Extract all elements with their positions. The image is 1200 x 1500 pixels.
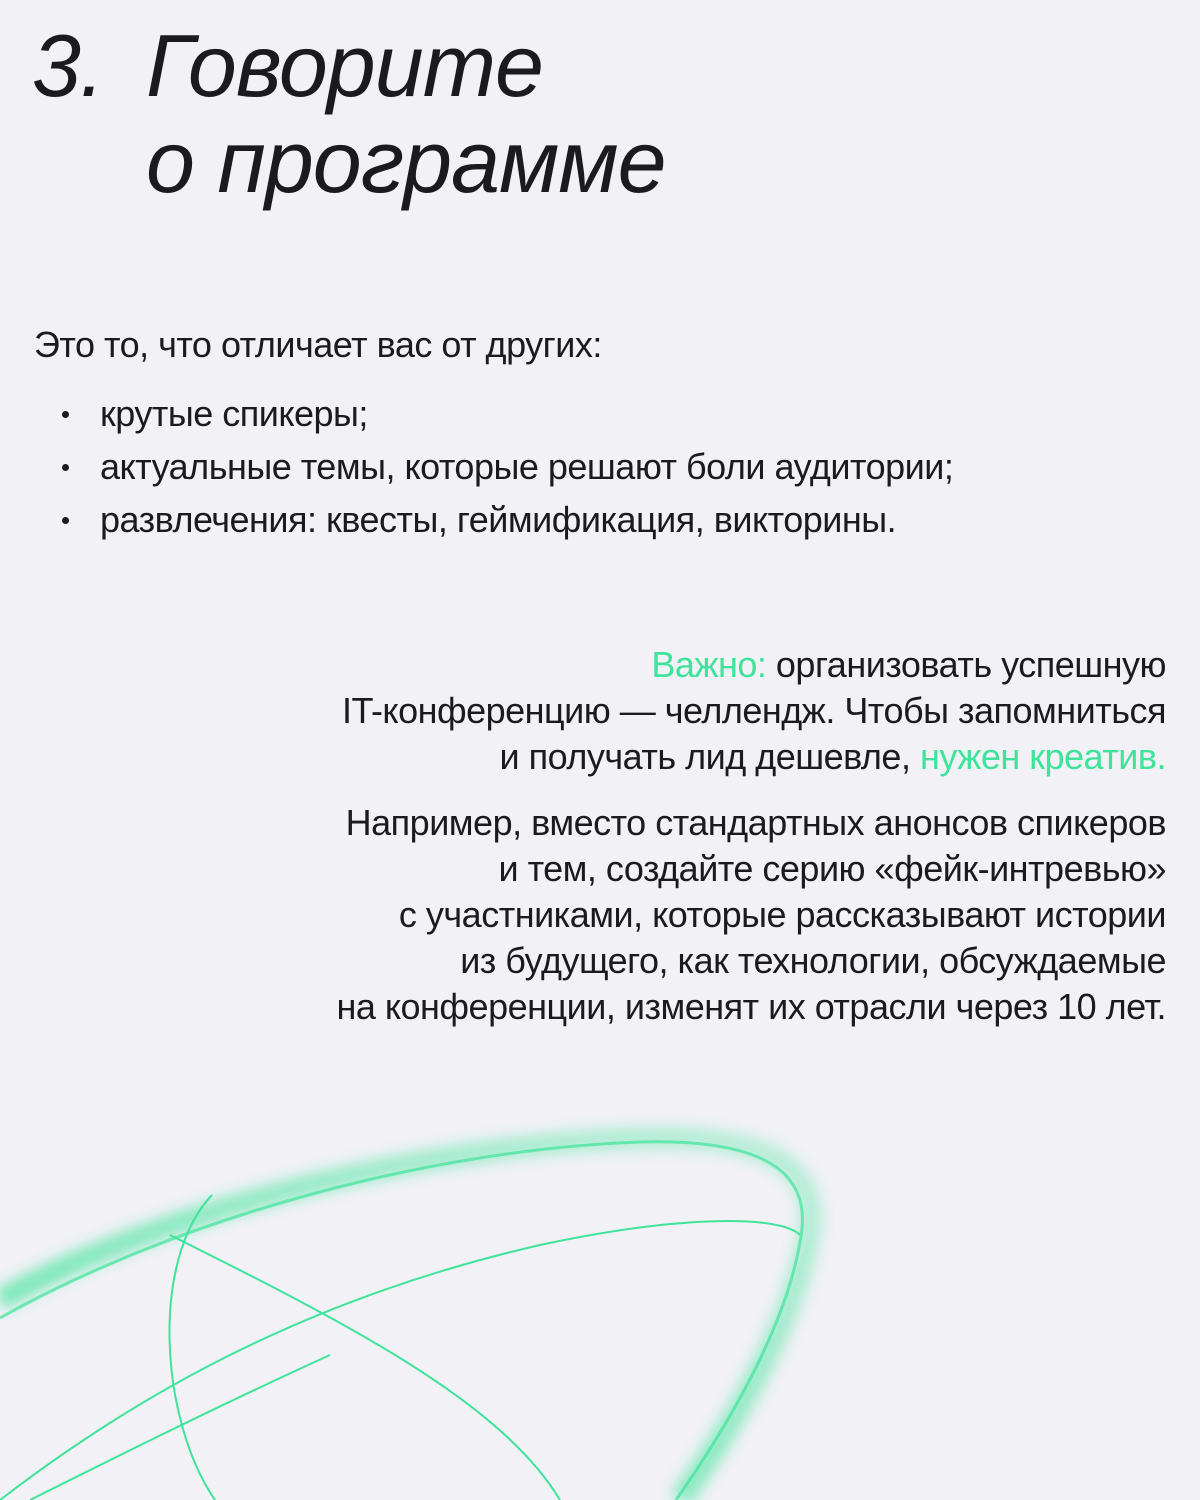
example-line: с участниками, которые рассказывают истории	[398, 894, 1166, 935]
example-line: из будущего, как технологии, обсуждаемые	[460, 940, 1166, 981]
important-text: организовать успешную	[766, 644, 1166, 685]
title-line-1: Говорите	[146, 16, 543, 115]
orbit-line	[0, 1221, 800, 1500]
section-number: 3.	[32, 16, 104, 115]
example-line: на конференции, изменят их отрасли через 10 лет.	[336, 986, 1166, 1027]
example-line: и тем, создайте серию «фейк-интревью»	[498, 848, 1166, 889]
list-item-text: развлечения: квесты, геймификация, викторины.	[100, 499, 897, 540]
title-line-2: о программе	[146, 112, 666, 211]
example-line: Например, вместо стандартных анонсов спикеров	[345, 802, 1166, 843]
orbit-line	[169, 1195, 215, 1500]
important-line-2: IT-конференцию — челлендж. Чтобы запомниться	[341, 690, 1166, 731]
important-accent: нужен креатив.	[919, 736, 1166, 777]
globe-ring	[0, 1138, 810, 1500]
list-item-text: крутые спикеры;	[100, 393, 368, 434]
orbit-line	[30, 1355, 330, 1500]
orbit-line	[170, 1235, 560, 1500]
important-label: Важно:	[651, 644, 767, 685]
intro-text: Это то, что отличает вас от других:	[34, 324, 602, 365]
list-item-text: актуальные темы, которые решают боли аудитории;	[100, 446, 954, 487]
important-line-3: и получать лид дешевле,	[499, 736, 920, 777]
